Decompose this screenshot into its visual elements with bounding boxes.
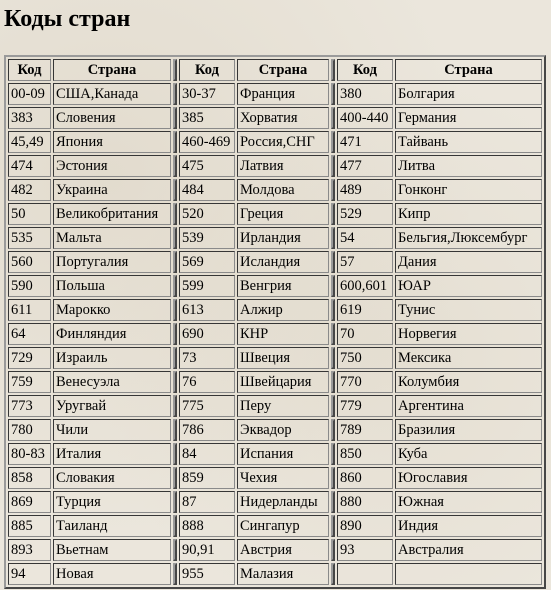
country-cell: Австралия <box>395 539 542 561</box>
column-gap <box>173 179 177 201</box>
table-row <box>8 419 542 441</box>
code-cell: 57 <box>337 251 393 273</box>
country-cell: Венгрия <box>237 275 329 297</box>
column-gap <box>173 251 177 273</box>
code-cell: 850 <box>337 443 393 465</box>
code-cell: 383 <box>8 107 51 129</box>
country-cell: Словения <box>53 107 171 129</box>
code-cell: 729 <box>8 347 51 369</box>
code-cell: 482 <box>8 179 51 201</box>
country-cell: Аргентина <box>395 395 542 417</box>
column-gap <box>173 419 177 441</box>
country-cell: Молдова <box>237 179 329 201</box>
column-gap <box>331 203 335 225</box>
column-gap <box>331 371 335 393</box>
header-country-1: Страна <box>53 59 171 81</box>
code-cell: 90,91 <box>179 539 235 561</box>
country-cell: Латвия <box>237 155 329 177</box>
code-cell: 858 <box>8 467 51 489</box>
code-cell: 93 <box>337 539 393 561</box>
table-row <box>8 107 542 129</box>
country-cell: Югославия <box>395 467 542 489</box>
code-cell: 380 <box>337 83 393 105</box>
country-cell: Марокко <box>53 299 171 321</box>
code-cell: 786 <box>179 419 235 441</box>
header-code-3: Код <box>337 59 393 81</box>
column-gap <box>331 491 335 513</box>
country-cell: Болгария <box>395 83 542 105</box>
code-cell: 560 <box>8 251 51 273</box>
country-cell: Турция <box>53 491 171 513</box>
country-cell: Мальта <box>53 227 171 249</box>
code-cell: 489 <box>337 179 393 201</box>
column-gap <box>173 131 177 153</box>
column-gap <box>331 563 335 585</box>
code-cell: 890 <box>337 515 393 537</box>
country-cell: Алжир <box>237 299 329 321</box>
code-cell: 80-83 <box>8 443 51 465</box>
column-gap <box>331 107 335 129</box>
column-gap <box>331 323 335 345</box>
column-gap <box>331 419 335 441</box>
column-gap <box>173 275 177 297</box>
table-row <box>8 131 542 153</box>
country-cell: Вьетнам <box>53 539 171 561</box>
country-cell: Уругвай <box>53 395 171 417</box>
table-row <box>8 155 542 177</box>
country-cell: Португалия <box>53 251 171 273</box>
table-row <box>8 539 542 561</box>
country-cell: Нидерланды <box>237 491 329 513</box>
country-cell: Чили <box>53 419 171 441</box>
country-cell: Словакия <box>53 467 171 489</box>
code-cell: 30-37 <box>179 83 235 105</box>
table-row <box>8 443 542 465</box>
country-cell: Австрия <box>237 539 329 561</box>
country-cell: Эквадор <box>237 419 329 441</box>
code-cell: 535 <box>8 227 51 249</box>
country-cell <box>395 563 542 585</box>
country-cell: Южная <box>395 491 542 513</box>
table-row <box>8 83 542 105</box>
country-cell: Швеция <box>237 347 329 369</box>
column-gap <box>173 515 177 537</box>
country-cell: Бразилия <box>395 419 542 441</box>
header-country-3: Страна <box>395 59 542 81</box>
table-header-row <box>8 59 542 81</box>
code-cell: 780 <box>8 419 51 441</box>
code-cell: 619 <box>337 299 393 321</box>
column-gap <box>331 131 335 153</box>
table-row <box>8 467 542 489</box>
country-cell: Бельгия,Люксембург <box>395 227 542 249</box>
country-cell: Колумбия <box>395 371 542 393</box>
country-cell: Мексика <box>395 347 542 369</box>
column-gap <box>331 275 335 297</box>
code-cell: 779 <box>337 395 393 417</box>
code-cell: 880 <box>337 491 393 513</box>
country-cell: Дания <box>395 251 542 273</box>
header-country-2: Страна <box>237 59 329 81</box>
country-cell: Таиланд <box>53 515 171 537</box>
table-row <box>8 275 542 297</box>
code-cell: 484 <box>179 179 235 201</box>
code-cell: 613 <box>179 299 235 321</box>
code-cell: 759 <box>8 371 51 393</box>
column-gap <box>173 371 177 393</box>
column-gap <box>331 443 335 465</box>
code-cell: 87 <box>179 491 235 513</box>
table-row <box>8 563 542 585</box>
country-cell: Гонконг <box>395 179 542 201</box>
code-cell: 590 <box>8 275 51 297</box>
country-cell: Чехия <box>237 467 329 489</box>
column-gap <box>173 107 177 129</box>
column-gap <box>331 179 335 201</box>
country-cell: Тунис <box>395 299 542 321</box>
country-cell: Япония <box>53 131 171 153</box>
code-cell: 611 <box>8 299 51 321</box>
code-cell: 471 <box>337 131 393 153</box>
code-cell: 773 <box>8 395 51 417</box>
code-cell <box>337 563 393 585</box>
code-cell: 770 <box>337 371 393 393</box>
code-cell: 888 <box>179 515 235 537</box>
table-row <box>8 203 542 225</box>
page-title: Коды стран <box>4 6 131 32</box>
country-codes-table <box>4 55 546 589</box>
country-cell: Куба <box>395 443 542 465</box>
code-cell: 73 <box>179 347 235 369</box>
code-cell: 893 <box>8 539 51 561</box>
column-gap <box>331 539 335 561</box>
table-row <box>8 251 542 273</box>
column-gap <box>173 443 177 465</box>
column-gap <box>173 563 177 585</box>
table-row <box>8 395 542 417</box>
code-cell: 400-440 <box>337 107 393 129</box>
country-cell: Эстония <box>53 155 171 177</box>
country-cell: Франция <box>237 83 329 105</box>
code-cell: 539 <box>179 227 235 249</box>
country-cell: Израиль <box>53 347 171 369</box>
country-cell: Сингапур <box>237 515 329 537</box>
country-cell: Тайвань <box>395 131 542 153</box>
code-cell: 76 <box>179 371 235 393</box>
code-cell: 70 <box>337 323 393 345</box>
code-cell: 474 <box>8 155 51 177</box>
country-cell: Италия <box>53 443 171 465</box>
column-gap <box>173 155 177 177</box>
country-cell: США,Канада <box>53 83 171 105</box>
code-cell: 599 <box>179 275 235 297</box>
code-cell: 789 <box>337 419 393 441</box>
code-cell: 775 <box>179 395 235 417</box>
column-gap <box>173 83 177 105</box>
table-row <box>8 323 542 345</box>
country-cell: Перу <box>237 395 329 417</box>
code-cell: 885 <box>8 515 51 537</box>
country-cell: Норвегия <box>395 323 542 345</box>
table-row <box>8 227 542 249</box>
column-gap <box>331 467 335 489</box>
table-row <box>8 299 542 321</box>
column-gap <box>173 539 177 561</box>
column-gap <box>331 155 335 177</box>
code-cell: 690 <box>179 323 235 345</box>
code-cell: 869 <box>8 491 51 513</box>
country-cell: Литва <box>395 155 542 177</box>
column-gap <box>173 491 177 513</box>
table-row <box>8 491 542 513</box>
country-cell: Хорватия <box>237 107 329 129</box>
code-cell: 569 <box>179 251 235 273</box>
column-gap <box>173 347 177 369</box>
header-code-1: Код <box>8 59 51 81</box>
country-cell: Украина <box>53 179 171 201</box>
column-gap <box>331 347 335 369</box>
country-cell: ЮАР <box>395 275 542 297</box>
code-cell: 45,49 <box>8 131 51 153</box>
column-gap <box>173 59 177 81</box>
column-gap <box>173 299 177 321</box>
code-cell: 477 <box>337 155 393 177</box>
column-gap <box>173 203 177 225</box>
code-cell: 529 <box>337 203 393 225</box>
column-gap <box>173 395 177 417</box>
code-cell: 600,601 <box>337 275 393 297</box>
code-cell: 84 <box>179 443 235 465</box>
table-row <box>8 347 542 369</box>
code-cell: 955 <box>179 563 235 585</box>
country-cell: Германия <box>395 107 542 129</box>
country-cell: Венесуэла <box>53 371 171 393</box>
country-cell: Великобритания <box>53 203 171 225</box>
code-cell: 50 <box>8 203 51 225</box>
code-cell: 520 <box>179 203 235 225</box>
column-gap <box>173 467 177 489</box>
code-cell: 00-09 <box>8 83 51 105</box>
code-cell: 750 <box>337 347 393 369</box>
column-gap <box>331 515 335 537</box>
column-gap <box>331 83 335 105</box>
country-cell: Индия <box>395 515 542 537</box>
table-row <box>8 371 542 393</box>
country-cell: Финляндия <box>53 323 171 345</box>
header-code-2: Код <box>179 59 235 81</box>
table-row <box>8 179 542 201</box>
code-cell: 859 <box>179 467 235 489</box>
code-cell: 64 <box>8 323 51 345</box>
country-cell: Кипр <box>395 203 542 225</box>
column-gap <box>331 395 335 417</box>
table-body <box>8 83 542 585</box>
country-cell: КНР <box>237 323 329 345</box>
column-gap <box>331 251 335 273</box>
country-cell: Малазия <box>237 563 329 585</box>
country-cell: Ирландия <box>237 227 329 249</box>
code-cell: 385 <box>179 107 235 129</box>
country-cell: Россия,СНГ <box>237 131 329 153</box>
country-cell: Швейцария <box>237 371 329 393</box>
country-cell: Исландия <box>237 251 329 273</box>
code-cell: 475 <box>179 155 235 177</box>
column-gap <box>331 299 335 321</box>
code-cell: 94 <box>8 563 51 585</box>
column-gap <box>331 59 335 81</box>
code-cell: 860 <box>337 467 393 489</box>
table-row <box>8 515 542 537</box>
country-cell: Греция <box>237 203 329 225</box>
column-gap <box>173 323 177 345</box>
country-cell: Польша <box>53 275 171 297</box>
country-cell: Новая <box>53 563 171 585</box>
column-gap <box>331 227 335 249</box>
code-cell: 54 <box>337 227 393 249</box>
country-cell: Испания <box>237 443 329 465</box>
code-cell: 460-469 <box>179 131 235 153</box>
column-gap <box>173 227 177 249</box>
